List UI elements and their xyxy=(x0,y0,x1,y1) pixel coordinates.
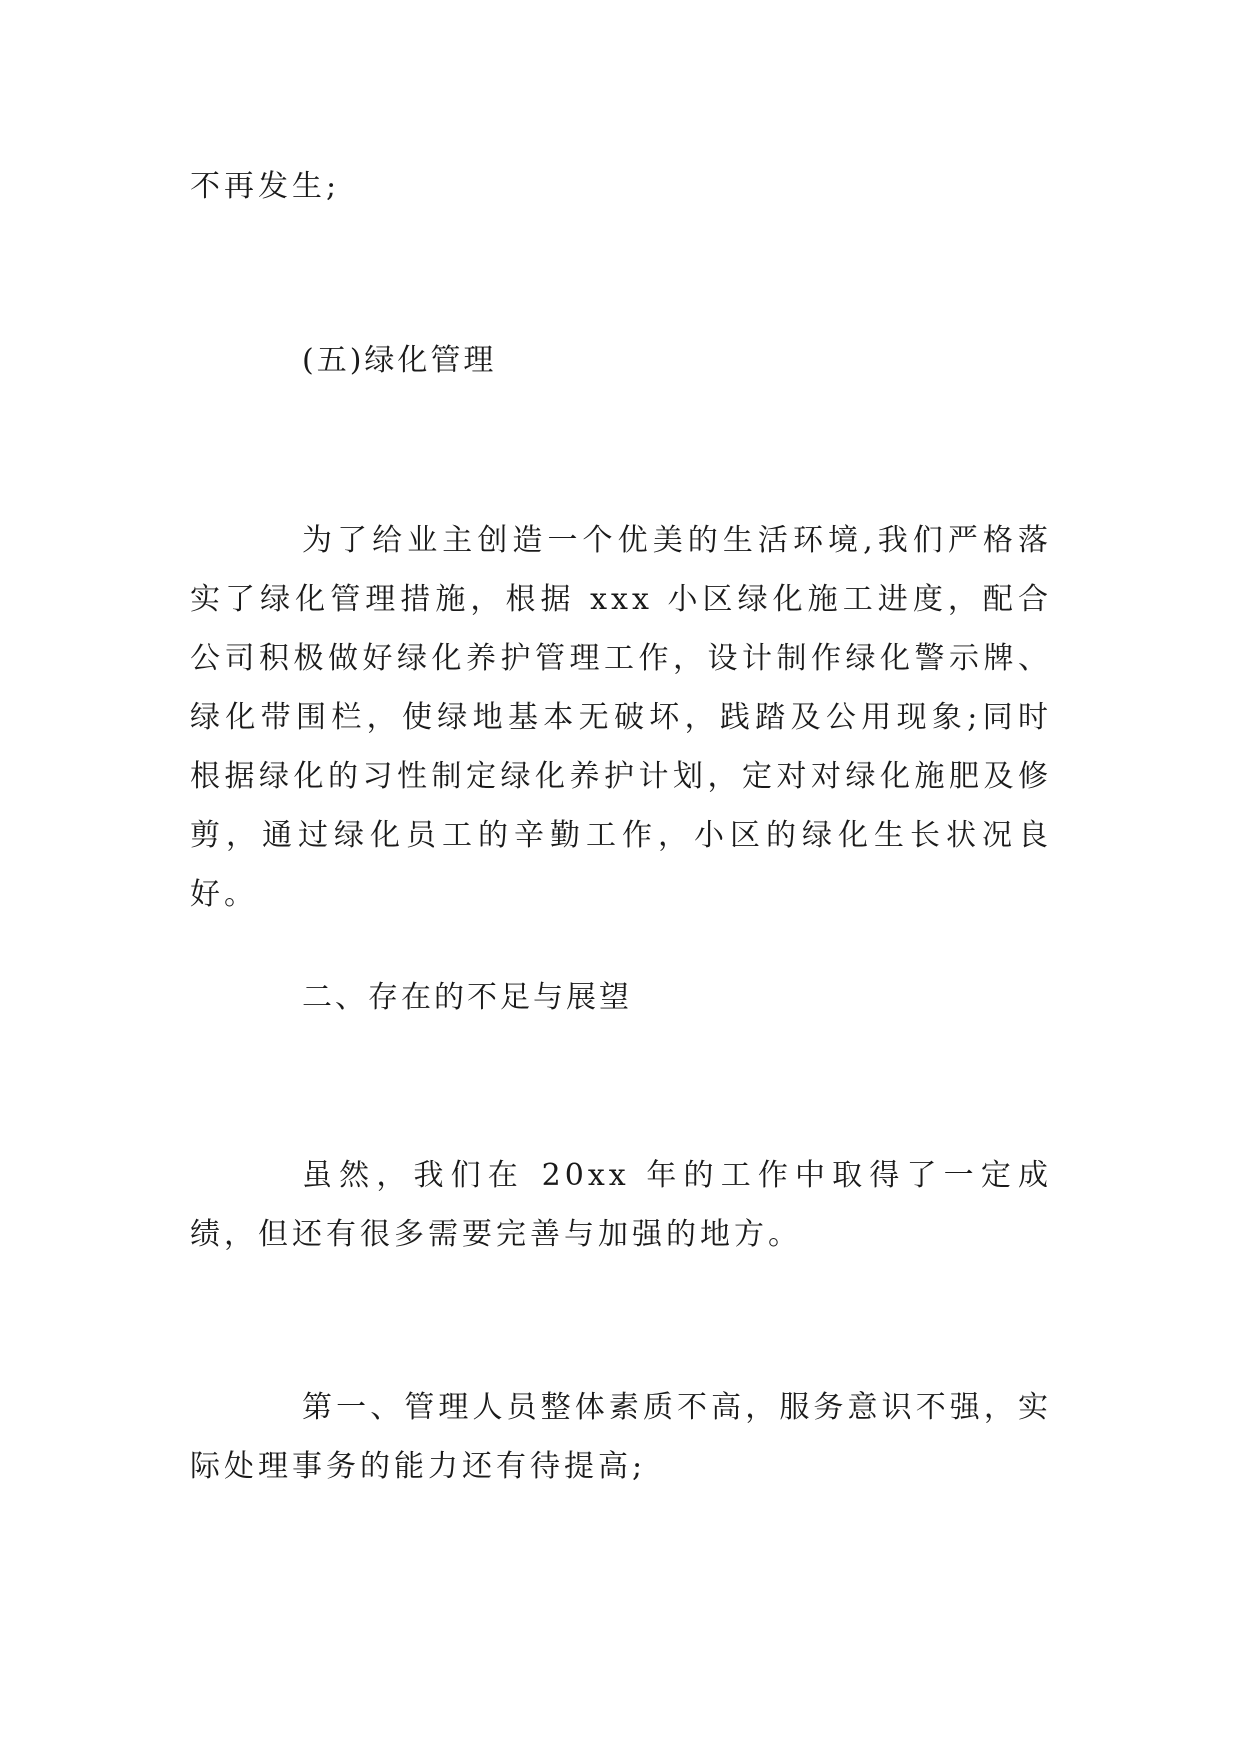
paragraph-greening-details: 为了给业主创造一个优美的生活环境,我们严格落实了绿化管理措施，根据 xxx 小区绿化施工进度，配合公司积极做好绿化养护管理工作，设计制作绿化警示牌、绿化带围栏，使绿地基本无破坏，践踏及公用现象;同时根据绿化的习性制定绿化养护计划，定对对绿化施肥及修剪，通过绿化员工的辛勤工作，小区的绿化生长状况良好。 xyxy=(190,523,1052,912)
section-heading-greening-management: (五)绿化管理 xyxy=(302,343,497,378)
paragraph-first-shortcoming: 第一、管理人员整体素质不高，服务意识不强，实际处理事务的能力还有待提高; xyxy=(190,1390,1052,1484)
section-heading-shortcomings: 二、存在的不足与展望 xyxy=(302,980,632,1015)
paragraph-shortcomings-intro: 虽然，我们在 20xx 年的工作中取得了一定成绩，但还有很多需要完善与加强的地方。 xyxy=(190,1158,1052,1252)
paragraph-continuation: 不再发生; xyxy=(190,169,341,204)
